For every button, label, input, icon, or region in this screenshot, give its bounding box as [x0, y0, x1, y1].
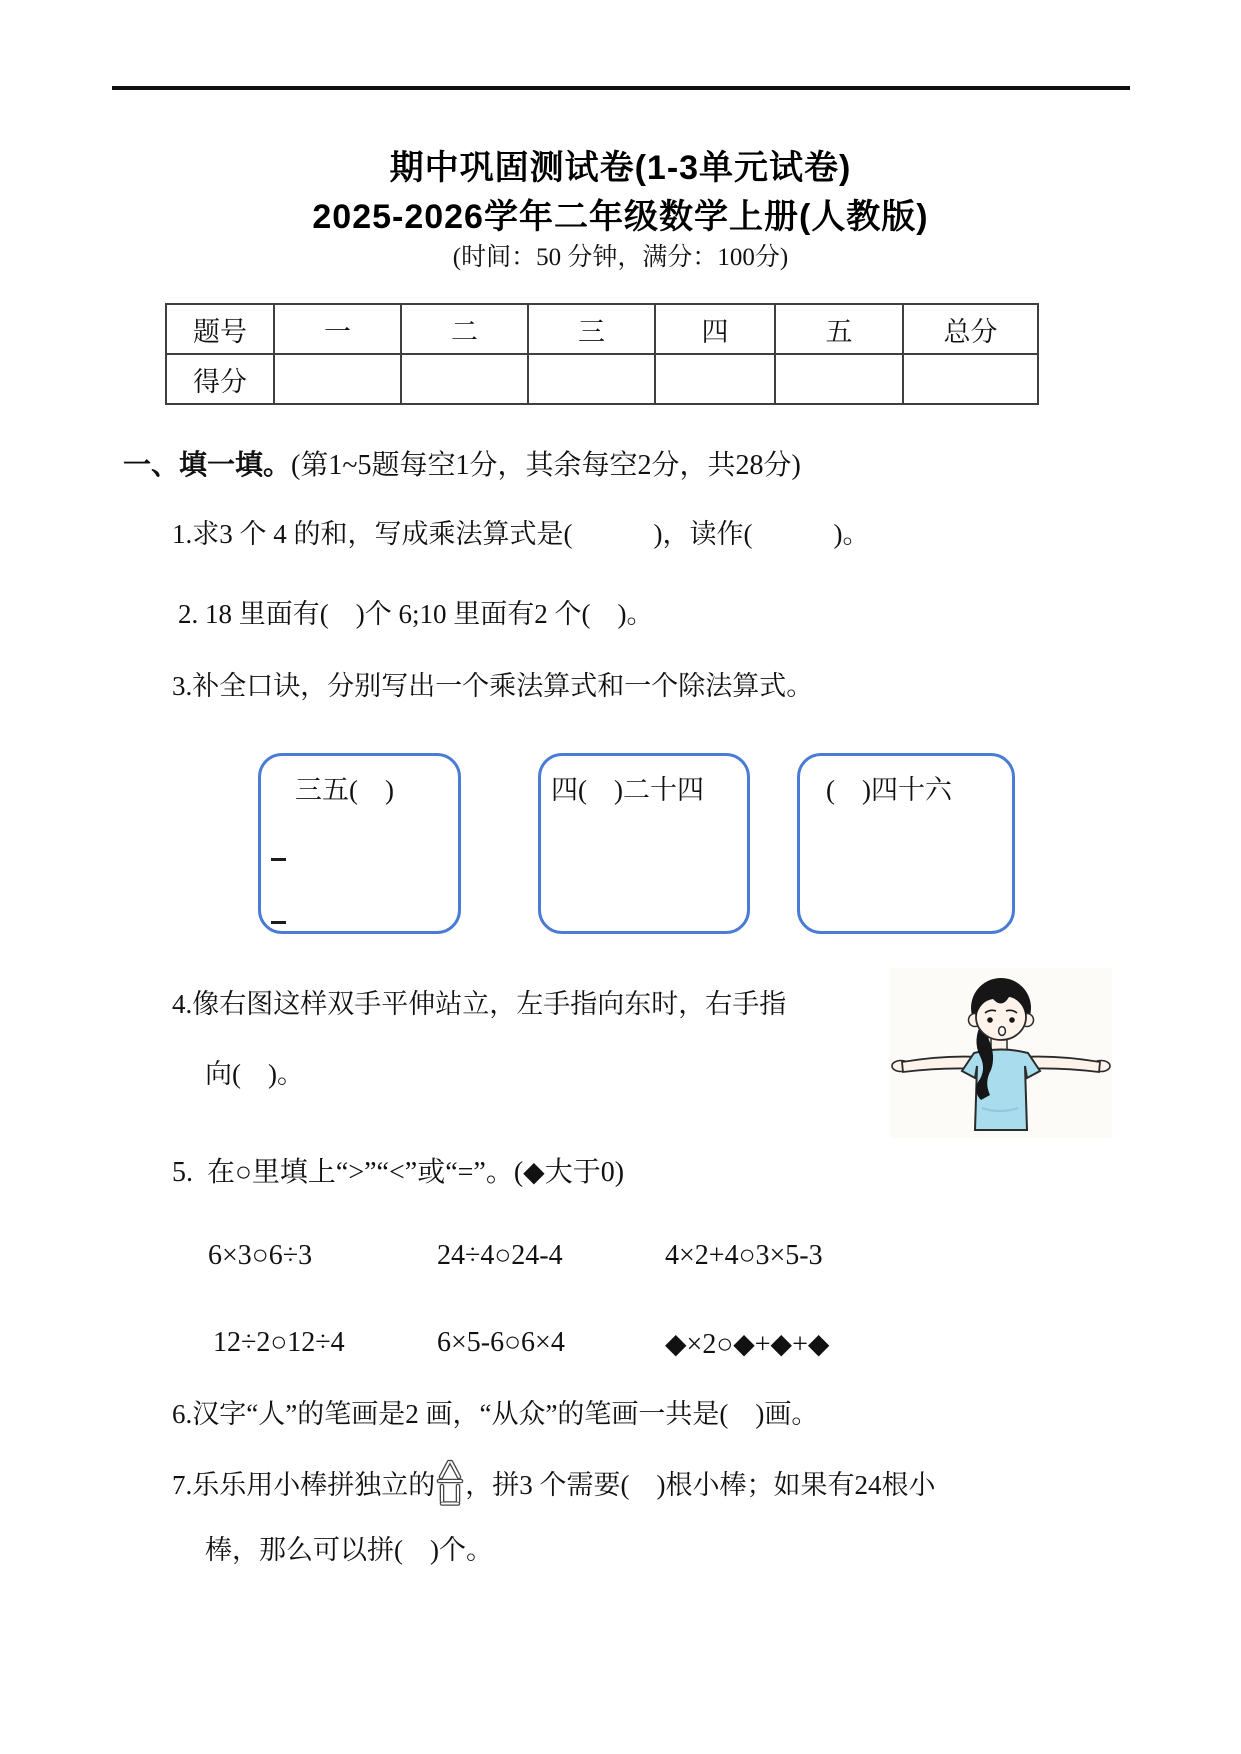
score-row-label: 得分 — [166, 354, 274, 404]
mnemonic-box-3 — [797, 753, 1015, 934]
paper-subtitle: (时间：50 分钟，满分：100分) — [452, 244, 789, 271]
score-table-header-cell: 题号 — [166, 304, 274, 354]
score-cell — [401, 354, 528, 404]
question-7-text-after: ，拼3 个需要( )根小棒；如果有24根小 — [465, 1470, 936, 1500]
score-table-score-row — [166, 354, 1038, 404]
stick-house-icon — [435, 1458, 465, 1506]
question-7-line2: 棒，那么可以拼( )个。 — [205, 1535, 493, 1565]
mnemonic-box-1-label: 三五( ) — [295, 775, 394, 805]
q5-expression-4: 12÷2○12÷4 — [213, 1327, 345, 1358]
mnemonic-box-1 — [258, 753, 461, 934]
score-table-header-cell: 四 — [655, 304, 775, 354]
section-one-heading — [123, 443, 801, 483]
q5-expression-5: 6×5-6○6×4 — [437, 1327, 565, 1358]
question-5-heading: 5. 在○里填上“>”“<”或“=”。(◆大于0) — [172, 1157, 625, 1188]
score-table — [165, 303, 1039, 405]
score-table-header-cell: 三 — [528, 304, 655, 354]
mnemonic-box-2 — [538, 753, 750, 934]
score-cell — [655, 354, 775, 404]
header-divider — [112, 86, 1130, 90]
girl-figure-image — [890, 968, 1112, 1138]
q5-expression-3: 4×2+4○3×5-3 — [665, 1240, 823, 1271]
score-cell — [775, 354, 903, 404]
answer-line — [271, 858, 286, 861]
paper-title-line1: 期中巩固测试卷(1-3单元试卷) — [389, 149, 852, 187]
section-one-note: (第1~5题每空1分，其余每空2分，共28分) — [291, 450, 801, 481]
q5-expression-1: 6×3○6÷3 — [208, 1240, 313, 1271]
question-2: 2. 18 里面有( )个 6;10 里面有2 个( )。 — [178, 599, 654, 629]
question-4-line2: 向( )。 — [205, 1059, 304, 1089]
question-6: 6.汉字“人”的笔画是2 画，“从众”的笔画一共是( )画。 — [172, 1399, 819, 1429]
question-4-line1: 4.像右图这样双手平伸站立，左手指向东时，右手指 — [172, 989, 787, 1019]
question-7-line1 — [172, 1458, 935, 1506]
score-table-header-cell: 一 — [274, 304, 401, 354]
mnemonic-box-2-label: 四( )二十四 — [551, 775, 704, 805]
score-cell — [528, 354, 655, 404]
answer-line — [271, 921, 286, 924]
q5-expression-6: ◆×2○◆+◆+◆ — [665, 1329, 830, 1360]
score-cell — [903, 354, 1038, 404]
score-table-header-cell: 总分 — [903, 304, 1038, 354]
question-1: 1.求3 个 4 的和，写成乘法算式是( )，读作( )。 — [172, 519, 870, 549]
paper-title-line2: 2025-2026学年二年级数学上册(人教版) — [312, 198, 929, 236]
question-7-text-before: 7.乐乐用小棒拼独立的 — [172, 1470, 436, 1500]
girl-arms-outstretched-illustration — [890, 968, 1112, 1138]
section-one-title: 一、填一填。 — [123, 450, 292, 481]
score-cell — [274, 354, 401, 404]
score-table-header-cell: 五 — [775, 304, 903, 354]
score-table-header-cell: 二 — [401, 304, 528, 354]
score-table-header-row — [166, 304, 1038, 354]
mnemonic-box-3-label: ( )四十六 — [826, 775, 952, 805]
q5-expression-2: 24÷4○24-4 — [437, 1240, 563, 1271]
question-3: 3.补全口诀，分别写出一个乘法算式和一个除法算式。 — [172, 671, 814, 701]
